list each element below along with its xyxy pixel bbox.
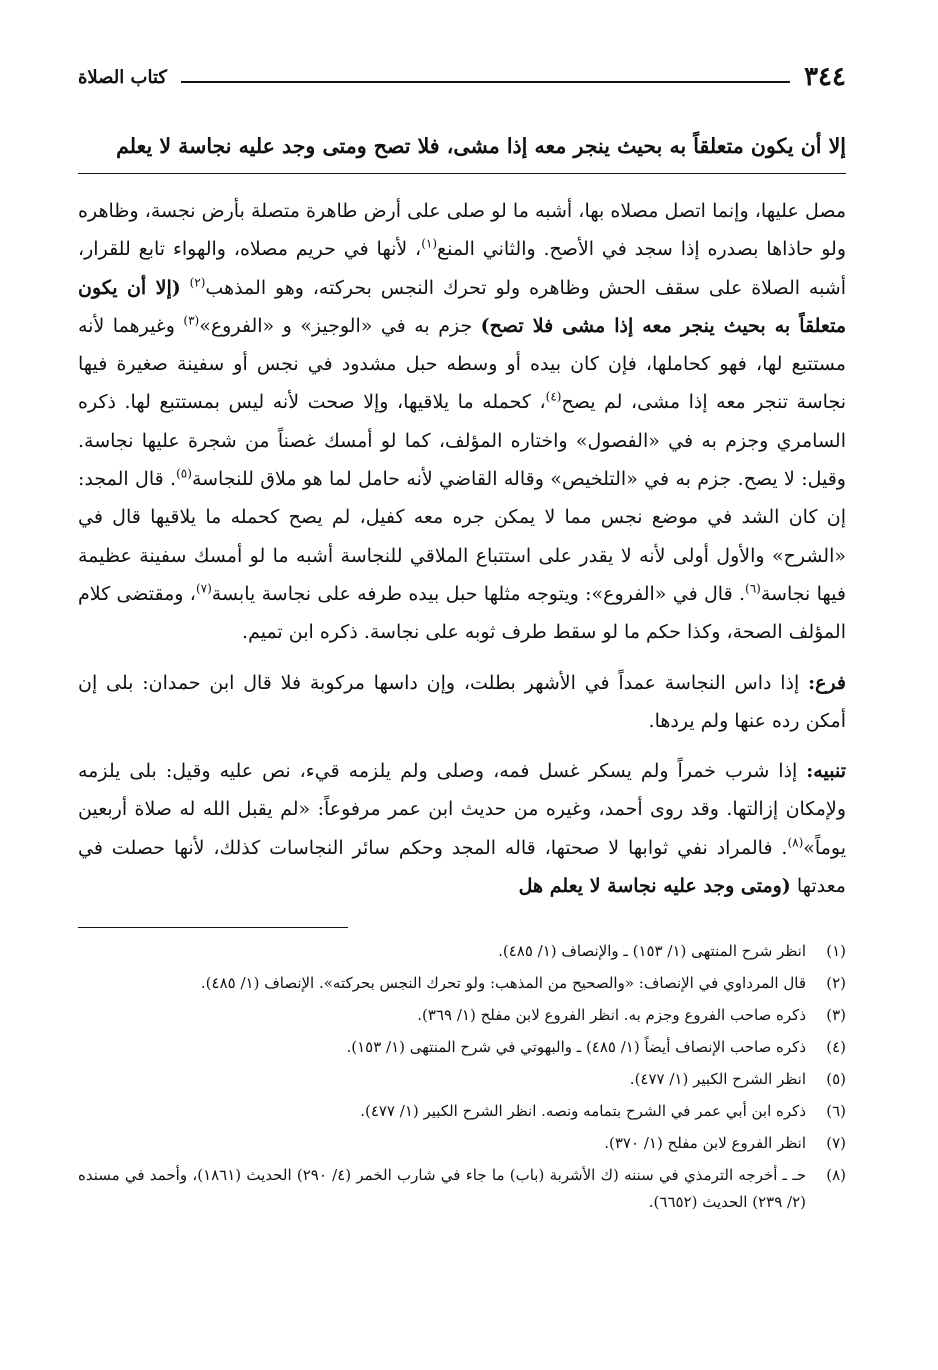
quoted-matn: (إلا أن يكون متعلقاً به بحيث ينجر معه إذا مشى فلا تصح) — [78, 276, 846, 337]
footnote-text: ذكره صاحب الفروع وجزم به. انظر الفروع لابن مفلح (١/ ٣٦٩). — [417, 1006, 806, 1025]
footnote-ref: (٥) — [176, 466, 192, 481]
footnote-number: (٦) — [826, 1102, 846, 1121]
quoted-matn: (ومتى وجد عليه نجاسة لا يعلم هل — [518, 875, 791, 898]
footnote-text: ذكره ابن أبي عمر في الشرح بتمامه ونصه. انظر الشرح الكبير (١/ ٤٧٧). — [360, 1102, 806, 1121]
page-header — [78, 55, 846, 99]
footnote-text: حـ ـ أخرجه الترمذي في سننه (ك الأشربة (باب) ما جاء في شارب الخمر (٤/ ٢٩٠) الحديث (١٨٦١)، وأحمد في مسنده (٢/ ٢٣٩) الحديث (٦٦٥٢). — [78, 1166, 806, 1212]
footnote-ref: (٢) — [189, 275, 206, 290]
footnote-separator — [78, 927, 348, 928]
footnote-ref: (٨) — [787, 835, 804, 850]
footnote-ref: (٦) — [745, 581, 761, 596]
footnote-ref: (٧) — [195, 581, 212, 596]
footnote-text: انظر الفروع لابن مفلح (١/ ٣٧٠). — [604, 1134, 806, 1153]
footnote-number: (١) — [826, 942, 846, 961]
footnote — [78, 1002, 846, 1029]
footnote — [78, 1066, 846, 1093]
footnote-number: (٣) — [826, 1006, 846, 1025]
page-number: ٣٤٤ — [804, 62, 846, 92]
paragraph-label: فرع: — [808, 671, 846, 694]
footnote-text: انظر شرح المنتهى (١/ ١٥٣) ـ والإنصاف (١/ ٤٨٥). — [498, 942, 806, 961]
footnote — [78, 970, 846, 997]
footnote-ref: (١) — [421, 236, 438, 251]
paragraph-label: تنبيه: — [806, 760, 846, 783]
footnote-ref: (٣) — [183, 313, 200, 328]
footnote — [78, 1034, 846, 1061]
footnote-number: (٧) — [826, 1134, 846, 1153]
commentary-paragraph: فرع: إذا داس النجاسة عمداً في الأشهر بطلت، وإن داسها مركوبة فلا قال ابن حمدان: بلى إن أمكن رده عنها ولم يردها. — [78, 671, 846, 732]
running-title: كتاب الصلاة — [78, 66, 167, 88]
footnote-number: (٨) — [826, 1166, 846, 1185]
footnote-number: (٤) — [826, 1038, 846, 1057]
footnote-text: قال المرداوي في الإنصاف: «والصحيح من المذهب: ولو تحرك النجس بحركته». الإنصاف (١/ ٤٨٥). — [200, 974, 806, 993]
commentary — [78, 192, 846, 905]
footnote — [78, 1098, 846, 1125]
footnote — [78, 1162, 846, 1216]
footnote — [78, 1130, 846, 1157]
footnote-number: (٥) — [826, 1070, 846, 1089]
footnote — [78, 938, 846, 965]
commentary-paragraph: مصل عليها، وإنما اتصل مصلاه بها، أشبه ما لو صلى على أرض طاهرة متصلة بأرض نجسة، وظاهره ولو حاذاها بصدره إذا سجد في الأصح. والثاني المنع$^{(١)}$، لأنها في حريم مصلاه، والهواء تابع للقرار، أشبه الصلاة على سقف الحش وظاهره ولو تحرك النجس بحركته، وهو المذهب$^{(٢)}$ (إلا أن يكون متعلقاً به بحيث ينجر معه إذا مشى فلا تصح) جزم به في «الوجيز» و «الفروع»$^{(٣)}$ وغيرهما لأنه مستتبع لها، فهو كحاملها، فإن كان بيده أو وسطه حبل مشدود في نجس أو سفينة صغيرة فيها نجاسة تنجر معه إذا مشى، لم يصح$^{(٤)}$، كحمله ما يلاقيها، وإلا صحت لأنه ليس بمستتبع لها. ذكره السامري وجزم به في «الفصول» واختاره المؤلف، كما لو أمسك غصناً من شجرة عليها نجاسة. وقيل: لا يصح. جزم به في «التلخيص» وقاله القاضي لأنه حامل لما هو ملاق للنجاسة$^{(٥)}$. قال المجد: إن كان الشد في موضع نجس مما لا يمكن جره معه كفيل، لم يصح كحمله ما يلاقيها قال في «الشرح» والأول أولى لأنه لا يقدر على استتباع الملاقي للنجاسة أشبه ما لو أمسك سفينة عظيمة فيها نجاسة$^{(٦)}$. قال في «الفروع»: ويتوجه مثلها حبل بيده طرفه على نجاسة يابسة$^{(٧)}$، ومقتضى كلام المؤلف الصحة، وكذا حكم ما لو سقط طرف ثوبه على نجاسة. ذكره ابن تميم. — [78, 200, 847, 644]
header-rule — [181, 81, 790, 83]
matn-text: إلا أن يكون متعلقاً به بحيث ينجر معه إذا مشى، فلا تصح ومتى وجد عليه نجاسة لا يعلم — [78, 127, 846, 174]
footnote-number: (٢) — [826, 974, 846, 993]
commentary-paragraph: تنبيه: إذا شرب خمراً ولم يسكر غسل فمه، وصلى ولم يلزمه قيء، نص عليه وقيل: بلى يلزمه ولإمكان إزالتها. وقد روى أحمد، وغيره من حديث ابن عمر مرفوعاً: «لم يقبل الله له صلاة أربعين يوماً»$^{(٨)}$. فالمراد نفي ثوابها لا صحتها، قاله المجد وحكم سائر النجاسات كذلك، لأنها حصلت في معدتها (ومتى وجد عليه نجاسة لا يعلم هل — [78, 760, 846, 898]
footnote-text: ذكره صاحب الإنصاف أيضاً (١/ ٤٨٥) ـ والبهوتي في شرح المنتهى (١/ ١٥٣). — [346, 1038, 806, 1057]
footnote-ref: (٤) — [545, 390, 562, 405]
page — [78, 55, 846, 1221]
footnote-text: انظر الشرح الكبير (١/ ٤٧٧). — [629, 1070, 806, 1089]
footnotes — [78, 938, 846, 1216]
